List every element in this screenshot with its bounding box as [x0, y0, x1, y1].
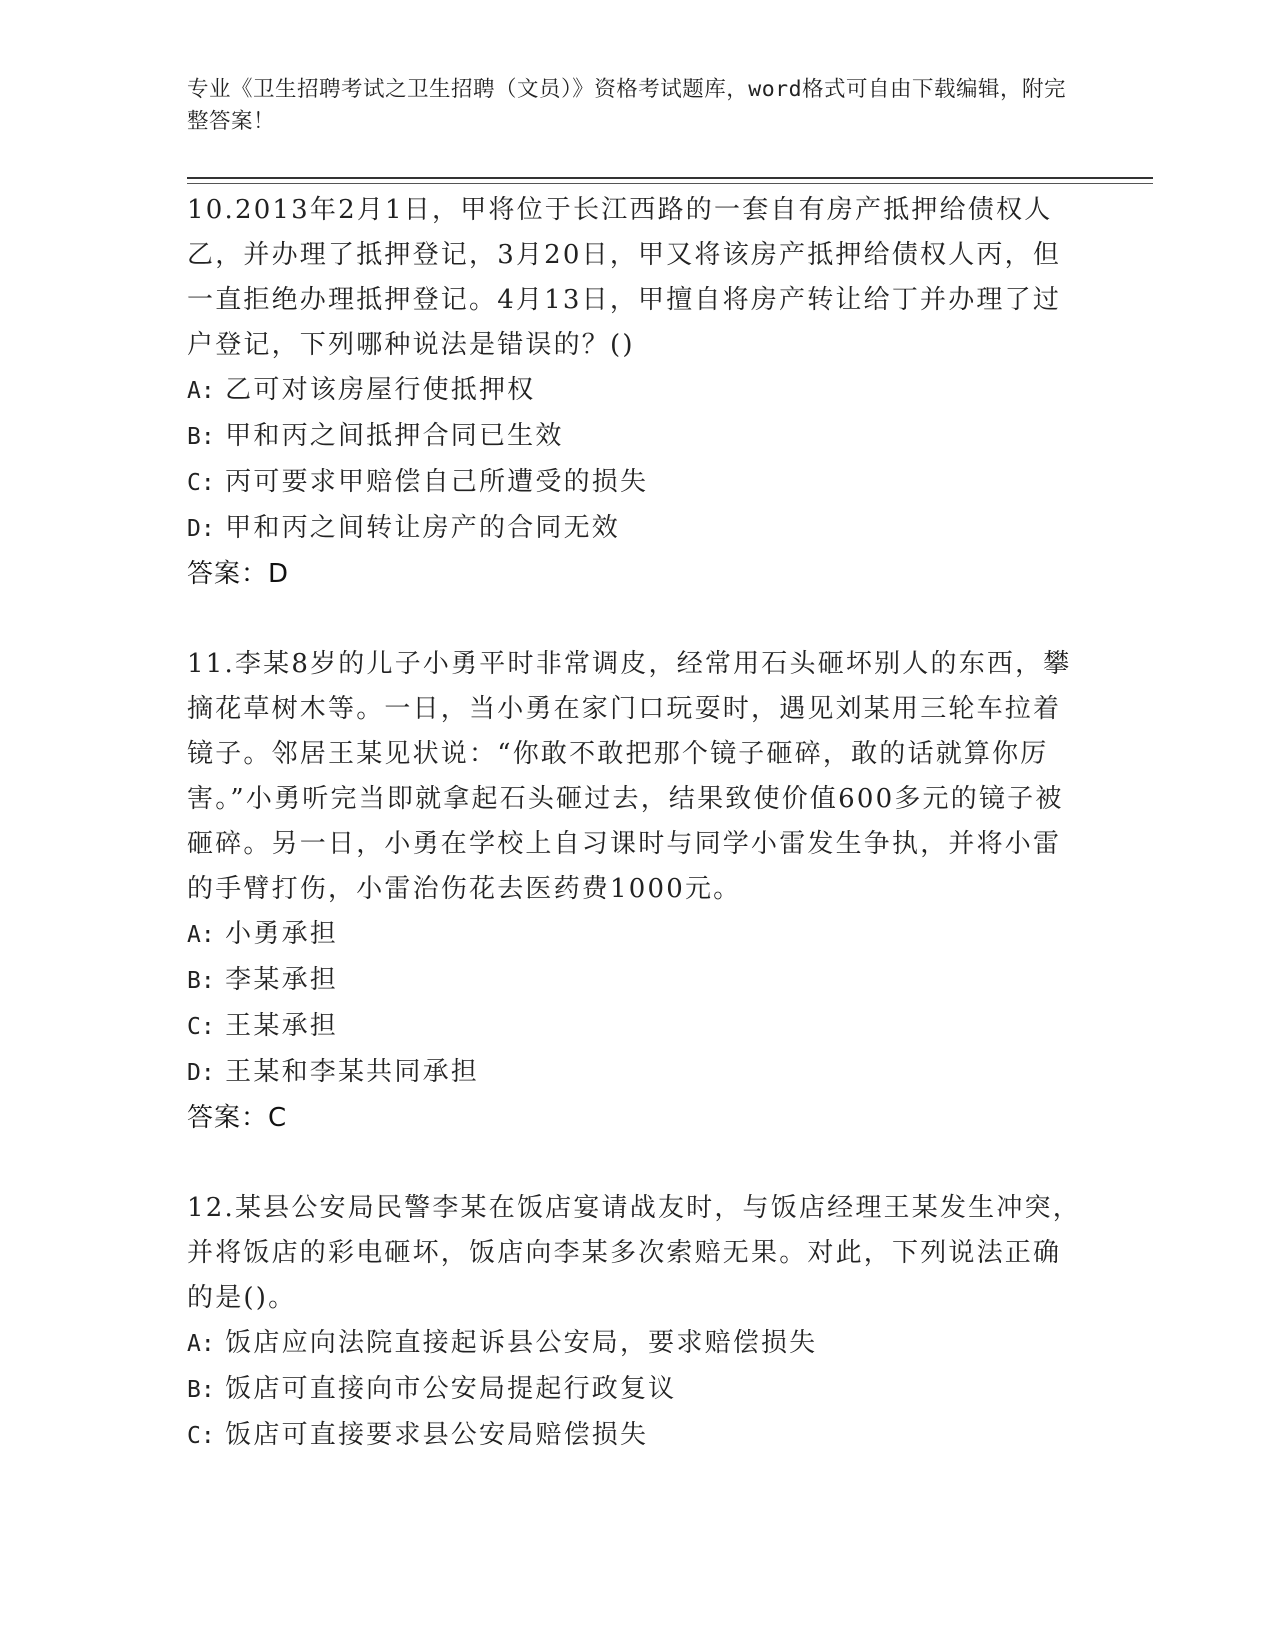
- option-text: 饭店可直接要求县公安局赔偿损失: [225, 1420, 649, 1450]
- question-10: [187, 188, 1087, 597]
- answer-value: C: [268, 1103, 288, 1133]
- option-c: [187, 1413, 1087, 1459]
- option-letter: C:: [187, 470, 215, 496]
- question-12: [187, 1186, 1087, 1459]
- question-list: [187, 188, 1087, 1459]
- header-rule-thin: [187, 183, 1153, 184]
- answer-line: [187, 552, 1087, 597]
- answer-value: D: [268, 559, 290, 589]
- question-text: 11.李某8岁的儿子小勇平时非常调皮，经常用石头砸坏别人的东西，攀摘花草树木等。一日，当小勇在家门口玩耍时，遇见刘某用三轮车拉着镜子。邻居王某见状说：“你敢不敢把那个镜子砸碎，敢的话就算你厉害。”小勇听完当即就拿起石头砸过去，结果致使价值600多元的镜子被砸碎。另一日，小勇在学校上自习课时与同学小雷发生争执，并将小雷的手臂打伤，小雷治伤花去医药费1000元。: [187, 649, 1072, 904]
- option-text: 甲和丙之间转让房产的合同无效: [225, 513, 620, 543]
- option-text: 丙可要求甲赔偿自己所遭受的损失: [225, 467, 649, 497]
- answer-label: 答案：: [187, 1103, 269, 1133]
- option-letter: B:: [187, 1377, 215, 1403]
- option-letter: A:: [187, 922, 215, 948]
- question-text: 12.某县公安局民警李某在饭店宴请战友时，与饭店经理王某发生冲突，并将饭店的彩电砸坏，饭店向李某多次索赔无果。对此，下列说法正确的是()。: [187, 1193, 1081, 1313]
- option-c: [187, 460, 1087, 506]
- option-d: [187, 506, 1087, 552]
- option-a: [187, 1321, 1087, 1367]
- option-c: [187, 1004, 1087, 1050]
- answer-label: 答案：: [187, 559, 269, 589]
- question-11: [187, 642, 1087, 1141]
- option-text: 饭店应向法院直接起诉县公安局，要求赔偿损失: [225, 1328, 818, 1358]
- option-text: 李某承担: [225, 965, 338, 995]
- option-a: [187, 912, 1087, 958]
- option-a: [187, 368, 1087, 414]
- question-spacer: [187, 1141, 1087, 1186]
- option-letter: C:: [187, 1014, 215, 1040]
- document-header: 专业《卫生招聘考试之卫生招聘（文员）》资格考试题库，word格式可自由下载编辑，附完整答案！: [187, 77, 1067, 134]
- option-b: [187, 1367, 1087, 1413]
- option-letter: D:: [187, 1060, 215, 1086]
- option-text: 小勇承担: [225, 919, 338, 949]
- option-letter: D:: [187, 516, 215, 542]
- option-text: 饭店可直接向市公安局提起行政复议: [225, 1374, 677, 1404]
- option-letter: C:: [187, 1423, 215, 1449]
- option-letter: B:: [187, 968, 215, 994]
- answer-line: [187, 1096, 1087, 1141]
- option-letter: A:: [187, 378, 215, 404]
- question-text: 10.2013年2月1日，甲将位于长江西路的一套自有房产抵押给债权人乙，并办理了抵押登记，3月20日，甲又将该房产抵押给债权人丙，但一直拒绝办理抵押登记。4月13日，甲擅自将房产转让给丁并办理了过户登记，下列哪种说法是错误的？(): [187, 195, 1062, 360]
- option-b: [187, 414, 1087, 460]
- header-rule-thick: [187, 177, 1153, 179]
- question-spacer: [187, 597, 1087, 642]
- option-b: [187, 958, 1087, 1004]
- option-text: 王某承担: [225, 1011, 338, 1041]
- option-d: [187, 1050, 1087, 1096]
- option-text: 王某和李某共同承担: [225, 1057, 479, 1087]
- option-letter: A:: [187, 1331, 215, 1357]
- option-letter: B:: [187, 424, 215, 450]
- option-text: 乙可对该房屋行使抵押权: [225, 375, 536, 405]
- option-text: 甲和丙之间抵押合同已生效: [225, 421, 564, 451]
